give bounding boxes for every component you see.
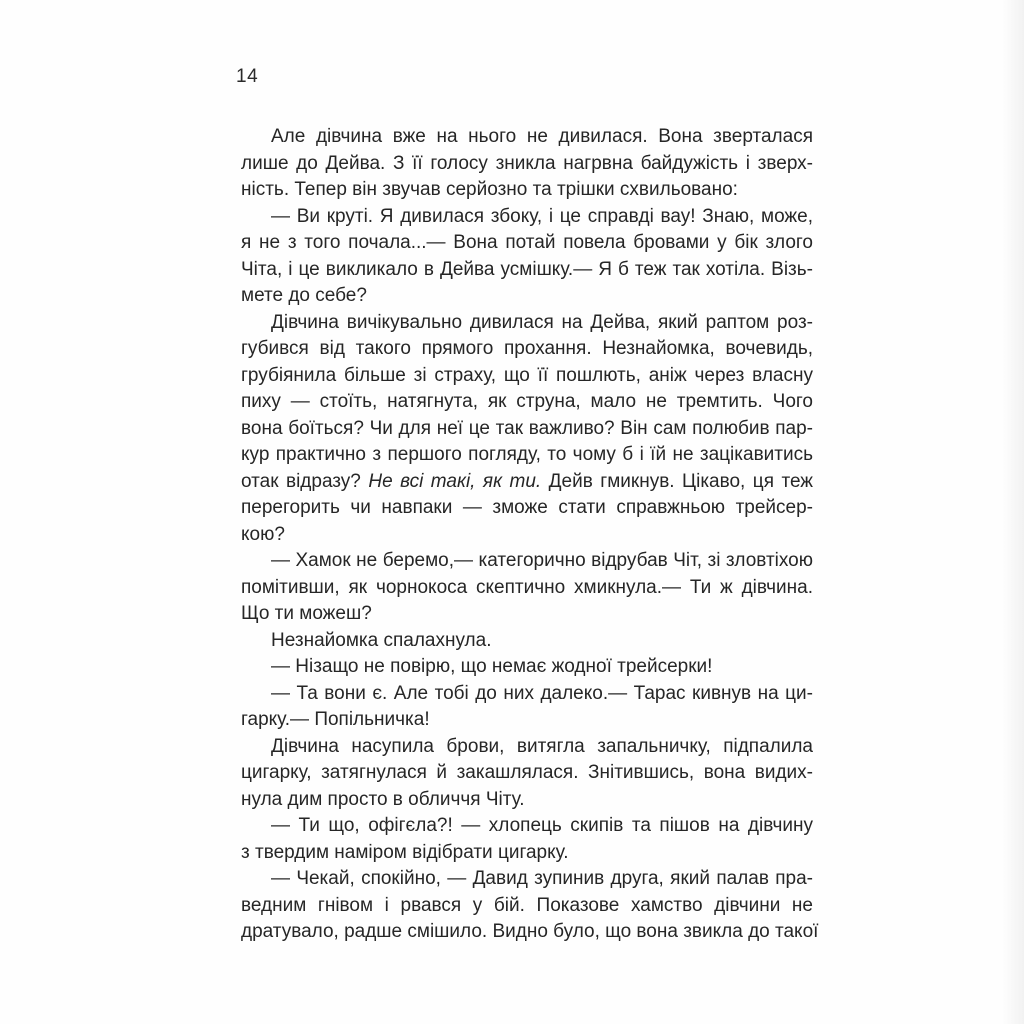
text-line: я не з того почала...— Вона потай повела бровами у бік злого [241, 232, 813, 253]
text-line: Дівчина вичікувально дивилася на Дейва, який раптом роз- [271, 311, 813, 333]
text-line: Що ти можеш? [241, 603, 372, 624]
text-line: кур практично з першого погляду, то чому б і їй не зацікавитись [241, 444, 813, 465]
text-line: кою? [241, 523, 285, 545]
italic-thought: Не всі такі, як ти. [368, 470, 542, 492]
text-line: вона боїться? Чи для неї це так важливо? Він сам полюбив пар- [241, 417, 813, 439]
text-line: грубіянила більше зі страху, що її пошлють, аніж через власну [241, 364, 813, 386]
text-line: гарку.— Попільничка! [241, 709, 430, 730]
text-line: ведним гнівом і рвався у бій. Показове хамство дівчини не [241, 894, 813, 916]
text-line: цигарку, затягнулася й закашлялася. Знітившись, вона видих- [241, 762, 813, 783]
body-text [241, 124, 819, 946]
page-number: 14 [236, 66, 259, 87]
text-line: мете до себе? [241, 285, 367, 306]
text-line: — Та вони є. Але тобі до них далеко.— Тарас кивнув на ци- [271, 682, 813, 704]
text-line: — Чекай, спокійно, — Давид зупинив друга, який палав пра- [271, 868, 813, 889]
text-line: — Ти що, офігєла?! — хлопець скипів та пішов на дівчину [271, 815, 813, 836]
text-line: — Ви круті. Я дивилася збоку, і це справді вау! Знаю, може, [271, 205, 813, 227]
text-line: Дівчина насупила брови, витягла запальничку, підпалила [271, 735, 813, 757]
text-line: перегорить чи навпаки — зможе стати справжньою трейсер- [241, 497, 813, 518]
text-line: — Хамок не беремо,— категорично відрубав Чіт, зі зловтіхою [271, 550, 813, 571]
text-line: помітивши, як чорнокоса скептично хмикнула.— Ти ж дівчина. [241, 576, 813, 598]
text-line: губився від такого прямого прохання. Незнайомка, вочевидь, [241, 338, 813, 359]
text-line [241, 469, 813, 496]
text-line: Незнайомка спалахнула. [271, 629, 492, 651]
page-edge-shadow [1002, 0, 1024, 1024]
text-line: Чіта, і це викликало в Дейва усмішку.— Я б теж так хотіла. Візь- [241, 258, 813, 280]
text-segment: Дейв гмикнув. Цікаво, ця теж [541, 470, 814, 492]
text-line: ність. Тепер він звучав серйозно та трішки схвильовано: [241, 179, 738, 200]
text-line: — Нізащо не повірю, що немає жодної трейсерки! [271, 656, 713, 677]
text-line: нула дим просто в обличчя Чіту. [241, 788, 525, 810]
text-line: з твердим наміром відібрати цигарку. [241, 841, 569, 863]
text-line: дратувало, радше смішило. Видно було, що вона звикла до такої [241, 921, 819, 942]
text-line: пиху — стоїть, натягнута, як струна, мало не тремтить. Чого [241, 391, 813, 412]
text-line: Але дівчина вже на нього не дивилася. Вона зверталася [271, 126, 813, 147]
text-line: лише до Дейва. З її голосу зникла нагрвна байдужість і зверх- [241, 152, 813, 174]
text-segment: отак відразу? [241, 470, 369, 492]
